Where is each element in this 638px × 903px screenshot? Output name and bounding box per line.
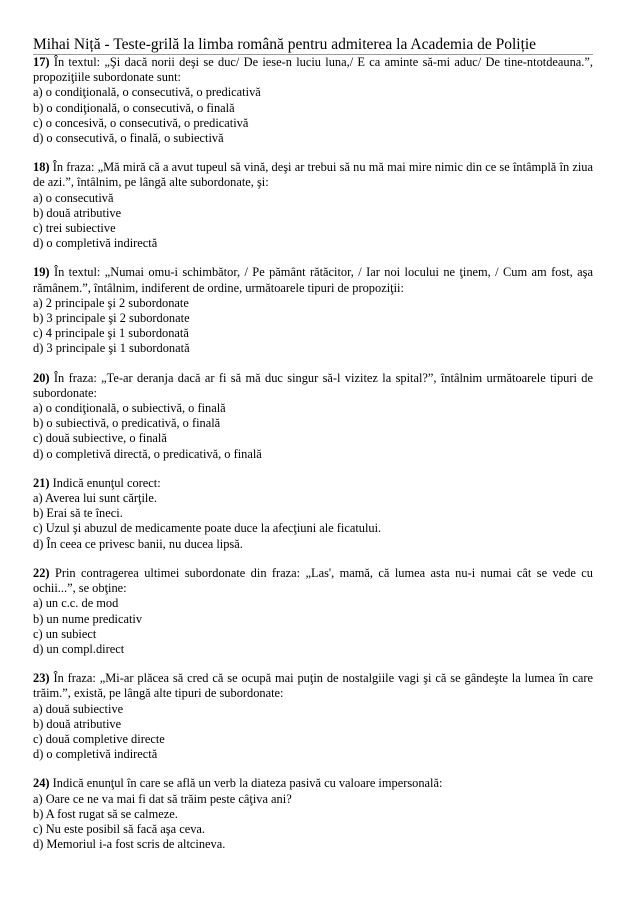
answer-option-a: a) Oare ce ne va mai fi dat să trăim peste câţiva ani? xyxy=(33,791,292,806)
page-header: Mihai Niță - Teste-grilă la limba română pentru admiterea la Academia de Poliție xyxy=(33,36,537,53)
answer-option-c: c) trei subiective xyxy=(33,221,116,236)
question-prompt: În fraza: „Te-ar deranja dacă ar fi să mă duc singur să-l vizitez la spital?”, întâlnim următoarele tipuri de subordonate: xyxy=(33,370,593,400)
question-number: 24) xyxy=(33,776,50,791)
question-21 xyxy=(33,476,593,552)
question-number: 23) xyxy=(33,671,50,686)
question-number: 17) xyxy=(33,55,50,69)
question-prompt: În fraza: „Mi-ar plăcea să cred că se ocupă mai puţin de nostalgiile vagi şi că se gândeşte la lumea în care trăim.”, există, pe lângă alte tipuri de subordonate: xyxy=(33,671,593,701)
question-text xyxy=(33,371,593,401)
answer-option-d: d) Memoriul i-a fost scris de altcineva. xyxy=(33,837,226,852)
question-text xyxy=(33,265,593,295)
question-text xyxy=(33,671,593,701)
question-19 xyxy=(33,265,593,356)
question-17 xyxy=(33,55,593,146)
question-text xyxy=(33,476,593,491)
answer-option-c: c) două completive directe xyxy=(33,731,165,746)
answer-option-c: c) o concesivă, o consecutivă, o predicativă xyxy=(33,115,249,130)
answer-option-a: a) o condiţională, o consecutivă, o predicativă xyxy=(33,85,261,100)
answer-option-d: d) o completivă indirectă xyxy=(33,236,158,251)
question-number: 21) xyxy=(33,475,50,490)
question-prompt: Indică enunţul în care se află un verb la diateza pasivă cu valoare impersonală: xyxy=(52,776,443,791)
answer-option-a: a) două subiective xyxy=(33,701,124,716)
answer-option-d: d) o completivă directă, o predicativă, o finală xyxy=(33,446,262,461)
answer-option-b: b) o subiectivă, o predicativă, o finală xyxy=(33,416,221,431)
answer-option-d: d) În ceea ce privesc banii, nu ducea lipsă. xyxy=(33,536,243,551)
answer-option-b: b) 3 principale şi 2 subordonate xyxy=(33,311,190,326)
questions-list xyxy=(33,55,593,866)
question-20 xyxy=(33,371,593,462)
question-number: 19) xyxy=(33,265,50,280)
answer-option-a: a) un c.c. de mod xyxy=(33,596,119,611)
answer-option-a: a) o condiţională, o subiectivă, o finală xyxy=(33,401,226,416)
answer-option-a: a) 2 principale şi 2 subordonate xyxy=(33,295,189,310)
question-prompt: În textul: „Numai omu-i schimbător, / Pe pământ rătăcitor, / Iar noi locului ne ţinem, / Cum am fost, aşa rămânem.”, întâlnim, indiferent de ordine, următoarele tipuri de propoziţii: xyxy=(33,265,593,295)
answer-option-b: b) două atributive xyxy=(33,205,122,220)
question-24 xyxy=(33,776,593,852)
question-text xyxy=(33,55,593,85)
question-number: 20) xyxy=(33,370,50,385)
answer-option-a: a) Averea lui sunt cărţile. xyxy=(33,491,157,506)
question-23 xyxy=(33,671,593,762)
question-22 xyxy=(33,566,593,657)
question-prompt: Indică enunţul corect: xyxy=(52,475,161,490)
answer-option-b: b) două atributive xyxy=(33,716,122,731)
answer-option-c: c) 4 principale şi 1 subordonată xyxy=(33,326,189,341)
question-prompt: Prin contragerea ultimei subordonate din fraza: „Las', mamă, că lumea asta nu-i numai cât se vede cu ochii...”, se obţine: xyxy=(33,565,593,596)
answer-option-c: c) două subiective, o finală xyxy=(33,431,167,446)
answer-option-b: b) un nume predicativ xyxy=(33,611,143,626)
question-18 xyxy=(33,160,593,251)
question-number: 22) xyxy=(33,565,50,580)
question-text xyxy=(33,160,593,190)
answer-option-c: c) Uzul şi abuzul de medicamente poate duce la afecţiuni ale ficatului. xyxy=(33,521,382,536)
question-number: 18) xyxy=(33,160,50,175)
answer-option-c: c) un subiect xyxy=(33,626,97,641)
question-prompt: În fraza: „Mă miră că a avut tupeul să vină, deşi ar trebui să nu mă mai mire nimic din ce se întâmplă în ziua de azi.”, întâlnim, pe lângă alte subordonate, şi: xyxy=(33,160,593,190)
answer-option-d: d) o completivă indirectă xyxy=(33,747,158,762)
answer-option-c: c) Nu este posibil să facă aşa ceva. xyxy=(33,821,206,836)
document-page xyxy=(33,0,593,903)
answer-option-a: a) o consecutivă xyxy=(33,190,114,205)
answer-option-d: d) o consecutivă, o finală, o subiectivă xyxy=(33,131,224,146)
question-text xyxy=(33,776,593,791)
answer-option-b: b) Erai să te îneci. xyxy=(33,506,123,521)
answer-option-b: b) o condiţională, o consecutivă, o finală xyxy=(33,100,235,115)
question-text xyxy=(33,566,593,596)
answer-option-d: d) 3 principale şi 1 subordonată xyxy=(33,341,190,356)
answer-option-b: b) A fost rugat să se calmeze. xyxy=(33,806,178,821)
answer-option-d: d) un compl.direct xyxy=(33,641,125,656)
question-prompt: În textul: „Şi dacă norii deşi se duc/ De iese-n luciu luna,/ E ca aminte să-mi aduc/ De tine-ntotdeauna.”, propoziţiile subordonate sunt: xyxy=(33,55,593,85)
